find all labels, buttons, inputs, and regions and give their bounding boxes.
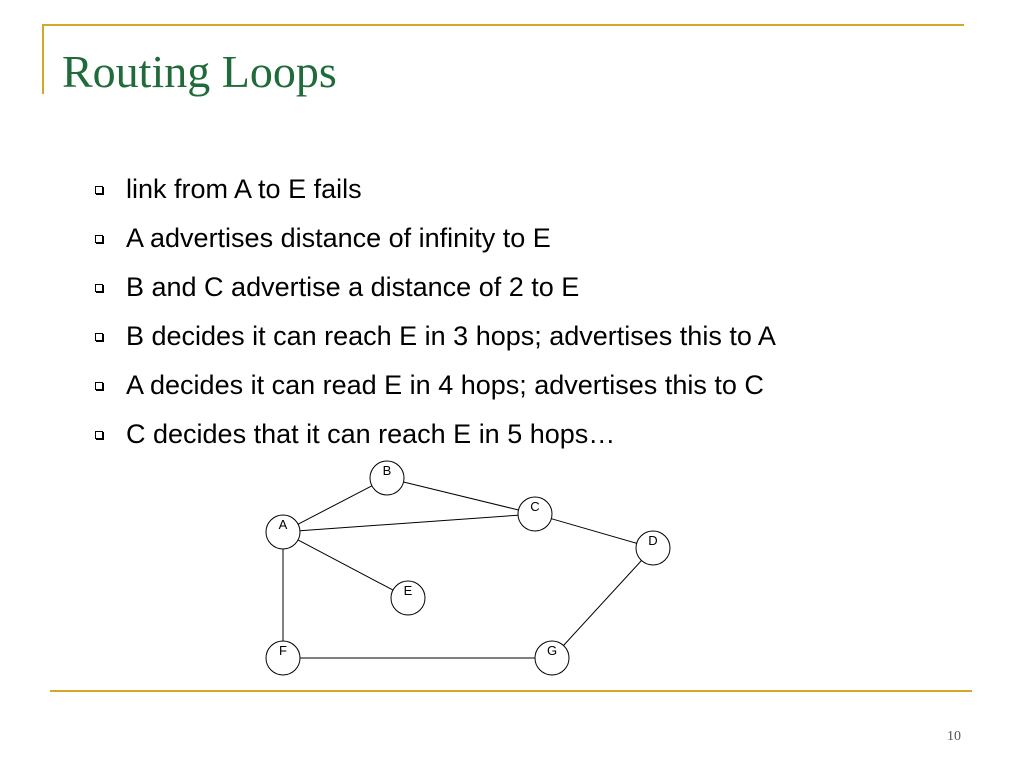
- edge-b-c: [404, 482, 519, 510]
- node-label: C: [530, 499, 540, 514]
- node-label: G: [546, 643, 558, 658]
- bullet-text: C decides that it can reach E in 5 hops…: [126, 419, 616, 449]
- node-g: [535, 641, 569, 675]
- node-label: A: [278, 517, 288, 532]
- edge-c-d: [551, 519, 636, 544]
- edge-a-e: [298, 540, 393, 590]
- node-label: E: [403, 583, 413, 598]
- bullet-text: B and C advertise a distance of 2 to E: [126, 272, 580, 302]
- slide-title: Routing Loops: [62, 46, 337, 97]
- node-d: [636, 531, 670, 565]
- bullet-text: link from A to E fails: [126, 174, 362, 204]
- footer-rule: [50, 690, 972, 692]
- edge-a-b: [298, 486, 372, 524]
- node-label: B: [382, 463, 392, 478]
- edge-layer: [283, 482, 642, 658]
- bullet-text: A decides it can read E in 4 hops; advertises this to C: [126, 370, 764, 400]
- edge-g-d: [563, 561, 641, 646]
- bullet-text: A advertises distance of infinity to E: [126, 223, 551, 253]
- node-label: D: [648, 533, 658, 548]
- page-number: 10: [947, 729, 961, 744]
- edge-a-c: [300, 515, 518, 531]
- bullet-text: B decides it can reach E in 3 hops; advertises this to A: [126, 321, 776, 351]
- node-f: [266, 641, 300, 675]
- node-label: F: [279, 643, 287, 658]
- node-e: [391, 581, 425, 615]
- node-layer: [266, 461, 670, 675]
- node-a: [266, 515, 300, 549]
- node-c: [518, 497, 552, 531]
- node-b: [370, 461, 404, 495]
